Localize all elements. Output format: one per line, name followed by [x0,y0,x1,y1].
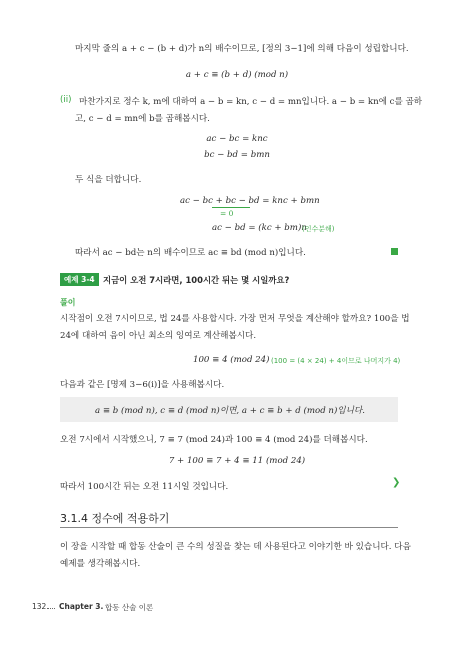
equation-6: 100 ≡ 4 (mod 24) [193,355,270,365]
end-of-example-icon: ❯ [392,477,401,488]
solution-line-5: 따라서 100시간 뒤는 오전 11시일 것입니다. [60,482,229,492]
footer-chapter: Chapter 3. [59,602,104,611]
item-number-ii: (ii) [60,95,72,105]
footer-chapter-title: 합동 산술 이론 [105,603,154,612]
factorization-note: (인수분해) [302,225,335,233]
paragraph-3: 두 식을 더합니다. [75,175,142,185]
equation-4-zero: = 0 [220,209,234,218]
section-line-bar [60,527,398,528]
paragraph-4: 따라서 ac − bd는 n의 배수이므로 ac ≡ bd (mod n)입니다. [75,248,306,258]
equation-2: ac − bc = knc [206,134,268,144]
footer-dotted-line [47,608,55,609]
solution-label: 풀이 [60,298,76,307]
paragraph-1: 마지막 줄의 a + c − (b + d)가 n의 배수이므로, [정의 3−1]에 의해 다음이 성립합니다. [75,44,409,54]
equation-7: 7 + 100 ≡ 7 + 4 ≡ 11 (mod 24) [168,456,306,466]
proposition-text: a ≡ b (mod n), c ≡ d (mod n)이면, a + c ≡ b + d (mod n)입니다. [95,406,365,416]
equation-3: bc − bd = bmn [204,150,270,160]
equation-6-note: (100 = (4 × 24) + 4이므로 나머지가 4) [271,357,401,365]
equation-1: a + c ≡ (b + d) (mod n) [185,70,289,80]
equation-5: ac − bd = (kc + bm)n [212,223,307,233]
example-tag: 예제 3-4 [60,273,99,286]
paragraph-2b: 고, c − d = mn에 b를 곱해봅시다. [75,114,210,124]
example-question: 지금이 오전 7시라면, 100시간 뒤는 몇 시일까요? [103,275,290,285]
solution-line-3: 다음과 같은 [명제 3−6(ⅰ)]을 사용해봅시다. [60,380,225,390]
solution-line-1: 시작점이 오전 7시이므로, 법 24를 사용합시다. 가장 먼저 무엇을 계산해야 할까요? 100을 법 [60,314,410,324]
section-paragraph-1: 이 장을 시작할 때 합동 산술이 큰 수의 성질을 찾는 데 사용된다고 이야기한 바 있습니다. 다음 [60,542,411,552]
end-of-proof-square [391,248,398,255]
solution-line-4: 오전 7시에서 시작했으니, 7 ≡ 7 (mod 24)과 100 ≡ 4 (mod 24)를 더해봅시다. [60,435,368,445]
section-heading: 3.1.4 정수에 적용하기 [60,512,170,525]
page-number: 132 [32,602,47,611]
solution-line-2: 24에 대하여 음이 아닌 최소의 잉여로 계산해봅시다. [60,331,257,341]
equation-4: ac − bc + bc − bd = knc + bmn [180,196,320,206]
cancel-underline [212,207,250,208]
paragraph-2a: 마찬가지로 정수 k, m에 대하여 a − b = kn, c − d = mn입니다. a − b = kn에 c를 곱하 [79,97,423,107]
section-paragraph-2: 예제를 생각해봅시다. [60,559,141,569]
